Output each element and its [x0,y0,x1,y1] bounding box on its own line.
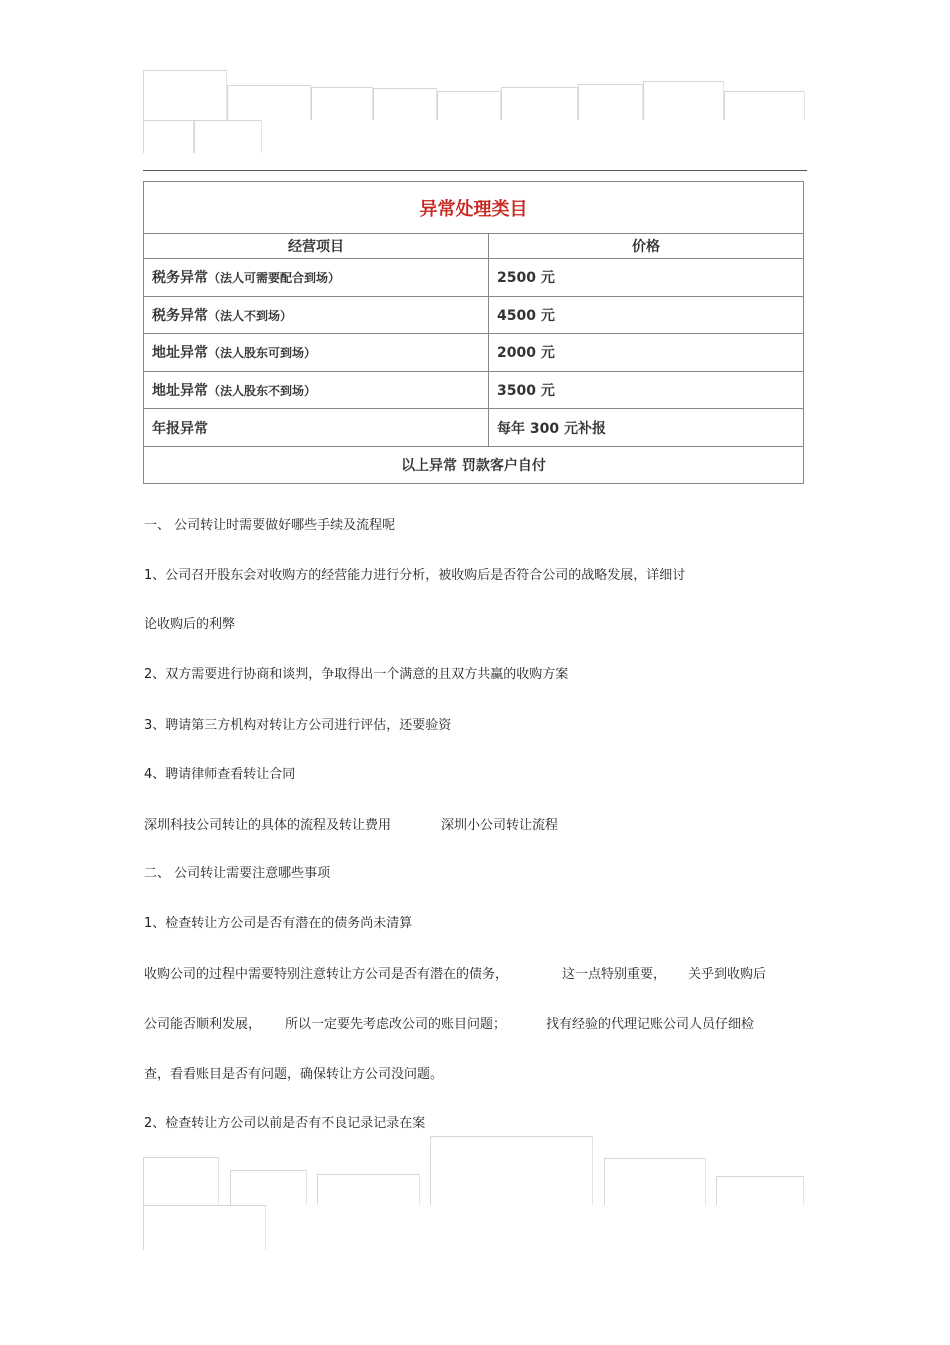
image-placeholder [578,84,643,120]
row-price: 3500 元 [489,371,804,409]
paragraph: 论收购后的利弊 [144,617,236,632]
paragraph: 2、双方需要进行协商和谈判，争取得出一个满意的且双方共赢的收购方案 [144,667,569,682]
row-item: 地址异常（法人股东不到场） [144,371,489,409]
paragraph: 公司能否顺利发展， 所以一定要先考虑改公司的账目问题； 找有经验的代理记账公司人员仔细检 [144,1017,755,1032]
image-placeholder [430,1136,593,1205]
image-placeholder [317,1174,420,1205]
paragraph: 查，看看账目是否有问题，确保转让方公司没问题。 [144,1067,444,1082]
paragraph: 4、聘请律师查看转让合同 [144,767,296,782]
paragraph: 2、检查转让方公司以前是否有不良记录记录在案 [144,1116,426,1131]
paragraph: 1、公司召开股东会对收购方的经营能力进行分析，被收购后是否符合公司的战略发展，详细讨 [144,568,686,583]
image-placeholder [643,81,724,120]
horizontal-rule [143,170,807,171]
row-price: 4500 元 [489,296,804,334]
image-placeholder [716,1176,804,1205]
table-row [144,409,804,447]
paragraph: 收购公司的过程中需要特别注意转让方公司是否有潜在的债务， 这一点特别重要， 关乎到收购后 [144,967,767,982]
table-row [144,371,804,409]
image-placeholder [311,87,373,120]
table-row [144,296,804,334]
row-price: 每年 300 元补报 [489,409,804,447]
row-price: 2500 元 [489,259,804,297]
image-placeholder [604,1158,706,1205]
row-item: 年报异常 [144,409,489,447]
paragraph: 1、检查转让方公司是否有潜在的债务尚未清算 [144,916,413,931]
table-row [144,259,804,297]
header-price: 价格 [489,234,804,259]
table-title: 异常处理类目 [144,182,804,234]
row-item: 税务异常（法人可需要配合到场） [144,259,489,297]
fee-table [143,181,804,484]
table-row [144,334,804,372]
related-links [144,814,558,833]
section-heading-2: 二、 公司转让需要注意哪些事项 [144,866,331,881]
image-placeholder [501,87,578,120]
image-placeholder [194,120,262,153]
related-link[interactable]: 深圳小公司转让流程 [441,818,559,833]
section-heading-1: 一、 公司转让时需要做好哪些手续及流程呢 [144,518,396,533]
header-item: 经营项目 [144,234,489,259]
image-placeholder [143,70,227,120]
image-placeholder [143,1205,266,1250]
table-footer: 以上异常 罚款客户自付 [144,446,804,483]
image-placeholder [230,1170,307,1205]
paragraph: 3、聘请第三方机构对转让方公司进行评估，还要验资 [144,718,452,733]
related-link[interactable]: 深圳科技公司转让的具体的流程及转让费用 [144,818,392,833]
row-price: 2000 元 [489,334,804,372]
image-placeholder [437,91,501,120]
image-placeholder [724,91,805,120]
row-item: 地址异常（法人股东可到场） [144,334,489,372]
image-placeholder [143,1157,219,1205]
image-placeholder [143,120,194,153]
image-placeholder [227,85,311,120]
row-item: 税务异常（法人不到场） [144,296,489,334]
image-placeholder [373,88,437,120]
